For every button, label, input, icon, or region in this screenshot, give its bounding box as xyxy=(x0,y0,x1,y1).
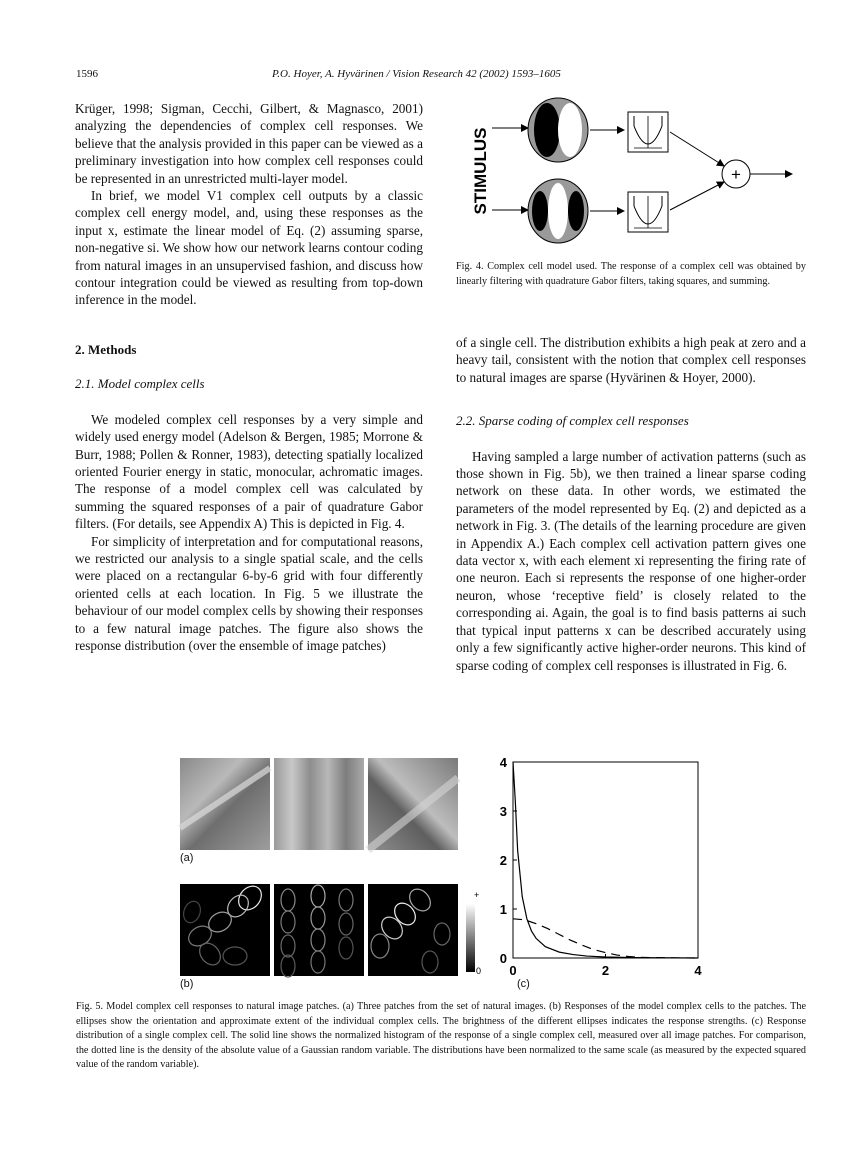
colorbar xyxy=(466,904,475,972)
gabor-lobe-dark xyxy=(534,103,560,157)
response-map-3 xyxy=(368,884,458,976)
fig4-diagram xyxy=(460,96,806,246)
right-column xyxy=(456,334,806,674)
left-paragraph-2: In brief, we model V1 complex cell outputs by a classic complex cell energy model, and, using these responses as the input x, estimate the linear model of Eq. (2) assuming sparse, non-negative si. We show how our network learns contour coding from natural images in an unsupervised fashion, and discuss how contour integration could be viewed as resulting from top-down inference in the model. xyxy=(75,188,423,308)
y-tick-label: 2 xyxy=(499,853,507,868)
subsection-heading-2-1: 2.1. Model complex cells xyxy=(75,376,205,392)
x-tick-label: 4 xyxy=(694,963,702,978)
left-paragraph-4: For simplicity of interpretation and for computational reasons, we restricted our analysis to a single spatial scale, and the cells were placed on a rectangular 6-by-6 grid with four differently oriented cells at each location. In Fig. 5 we illustrate the behaviour of our model complex cells by showing their responses to a few natural image patches. The figure also shows the response distribution (over the ensemble of image patches) xyxy=(75,533,423,653)
response-map-2 xyxy=(274,884,364,976)
y-tick-label: 1 xyxy=(499,902,507,917)
fig4-caption: Fig. 4. Complex cell model used. The response of a complex cell was obtained by linearly filtering with quadrature Gabor filters, taking squares, and summing. xyxy=(456,261,806,287)
image-patch-2 xyxy=(274,758,364,850)
gaussian-density-line xyxy=(513,919,698,958)
y-tick-label: 3 xyxy=(499,804,507,819)
gabor-side-dark-right xyxy=(568,191,584,231)
image-patch-1 xyxy=(180,758,270,850)
fig5b-responses xyxy=(180,884,480,976)
fig5a-label: (a) xyxy=(180,852,194,864)
left-column xyxy=(75,100,423,654)
section-heading: 2. Methods xyxy=(75,341,137,357)
plot-frame xyxy=(513,762,698,958)
gabor-center-light xyxy=(548,183,568,239)
stimulus-label: STIMULUS xyxy=(471,127,490,215)
y-tick-label: 0 xyxy=(499,951,507,966)
x-tick-label: 2 xyxy=(601,963,610,978)
gabor-side-dark-left xyxy=(532,191,548,231)
right-paragraph-2: Having sampled a large number of activation patterns (such as those shown in Fig. 5b), we then trained a linear sparse coding network on these data. In other words, we estimated the parameters of the model represented by Eq. (2) and depicted as a network in Fig. 3. (The details of the learning procedure are given in Appendix A.) Each complex cell activation pattern gives one data vector x, with each element xi representing the firing rate of one neuron. Each si represents the response of one higher-order neuron, whose ‘receptive field’ is closely related to the corresponding ai. Again, the goal is to find basis patterns ai such that typical input patterns x can be described accurately using only a few significantly active higher-order neurons. This kind of sparse coding of complex cell responses is illustrated in Fig. 6. xyxy=(456,448,806,673)
page-number: 1596 xyxy=(76,68,98,80)
colorbar-plus-label: + xyxy=(474,890,480,900)
fig5c-label: (c) xyxy=(517,978,530,990)
fig5b-label: (b) xyxy=(180,978,194,990)
y-tick-label: 4 xyxy=(499,755,507,770)
left-paragraph-1: Krüger, 1998; Sigman, Cecchi, Gilbert, & Magnasco, 2001) analyzing the dependencies of complex cell responses. We believe that the analysis provided in this paper can be viewed as a preliminary investigation into how complex cell responses could be represented in an unrestricted multi-layer model. xyxy=(75,101,423,186)
plus-symbol: + xyxy=(731,165,741,184)
fig5-caption: Fig. 5. Model complex cell responses to natural image patches. (a) Three patches from the set of natural images. (b) Responses of the model complex cells to the patches. The ellipses show the orientation and approximate extent of the individual complex cells. The brightness of the different ellipses indicates the response strengths. (c) Response distribution of a single complex cell. The solid line shows the normalized histogram of the response of a single complex cell, measured over all image patches. For comparison, the dotted line is the density of the absolute value of a Gaussian random variable. The distributions have been normalized to the same scale (as measured by the expected squared value of the random variable). xyxy=(76,1001,806,1071)
sum-arrow-top xyxy=(670,132,724,166)
sum-arrow-bottom xyxy=(670,182,724,210)
left-paragraph-3: We modeled complex cell responses by a very simple and widely used energy model (Adelson & Bergen, 1985; Morrone & Burr, 1988; Pollen & Ronner, 1983), detecting spatially localized oriented Fourier energy in static, monocular, achromatic images. The response of a model complex cell was calculated by summing the squared responses of a pair of quadrature Gabor filters. (For details, see Appendix A) This is depicted in Fig. 4. xyxy=(75,411,423,532)
right-paragraph-1: of a single cell. The distribution exhibits a high peak at zero and a heavy tail, consistent with the notion that complex cell responses to natural images are sparse (Hyvärinen & Hoyer, 2000). xyxy=(456,335,806,385)
x-tick-label: 0 xyxy=(509,963,517,978)
subsection-heading-2-2: 2.2. Sparse coding of complex cell responses xyxy=(456,413,689,429)
gabor-lobe-light xyxy=(558,103,582,157)
fig5c-chart xyxy=(488,748,718,992)
response-histogram-line xyxy=(513,762,698,958)
running-title: P.O. Hoyer, A. Hyvärinen / Vision Research 42 (2002) 1593–1605 xyxy=(272,68,561,80)
colorbar-zero-label: 0 xyxy=(476,966,482,976)
fig5a-image-patches xyxy=(180,758,462,850)
